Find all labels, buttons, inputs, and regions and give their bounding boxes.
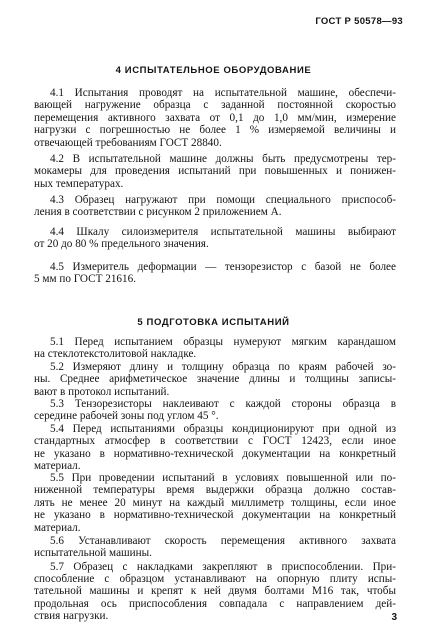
paragraph-line: 5.3 Тензорезисторы наклеивают с каждой стороны образца в: [50, 398, 396, 410]
paragraph-line: стандартных атмосфер в соответствии с ГОСТ 12423, если иное: [34, 435, 396, 448]
paragraph-5-2: [34, 361, 396, 398]
paragraph-line: нагрузки с погрешностью не более 1 % измеряемой величины и: [34, 124, 396, 137]
paragraph-line: 4.2 В испытательной машине должны быть предусмотрены тер-: [50, 153, 396, 165]
paragraph-5-1: [34, 336, 396, 361]
paragraph-line: лять не менее 20 минут на каждый миллиметр толщины, если иное: [34, 496, 396, 509]
paragraph-4-1: [34, 87, 396, 149]
paragraph-line: мокамеры для проведения испытаний при повышенных и понижен-: [34, 165, 396, 178]
paragraph-line: 5.6 Устанавливают скорость перемещения активного захвата: [50, 535, 396, 547]
paragraph-4-2: [34, 153, 396, 190]
paragraph-line: материал.: [34, 521, 81, 534]
paragraph-line: середине рабочей зоны под углом 45 °.: [34, 410, 219, 423]
document-id-header: ГОСТ Р 50578—93: [315, 16, 403, 27]
paragraph-line: 5.5 При проведении испытаний в условиях повышенной или по-: [50, 472, 396, 484]
paragraph-line: 5.4 Перед испытаниями образцы кондиционируют при одной из: [50, 423, 396, 435]
paragraph-line: ления в соответствии с рисунком 2 приложением А.: [34, 206, 282, 219]
paragraph-line: на стеклотекстолитовой накладке.: [34, 348, 197, 361]
paragraph-line: вающей нагружение образца с заданной постоянной скоростью: [34, 99, 396, 112]
paragraph-5-7: [34, 561, 396, 622]
paragraph-line: не указано в нормативно-технической документации на конкретный: [34, 509, 396, 522]
page-number: 3: [391, 612, 397, 623]
paragraph-5-6: [34, 535, 396, 560]
paragraph-line: перемещения активного захвата от 0,1 до 1,0 мм/мин, измерение: [34, 111, 396, 124]
paragraph-line: ных температурах.: [34, 177, 124, 190]
section-4-title: 4 ИСПЫТАТЕЛЬНОЕ ОБОРУДОВАНИЕ: [115, 65, 312, 76]
paragraph-line: материал.: [34, 460, 81, 473]
paragraph-line: ны. Среднее арифметическое значение длины и толщины записы-: [34, 373, 396, 386]
paragraph-line: продольная ось приспособления совпадала с направлением дей-: [34, 597, 396, 610]
paragraph-line: отвечающей требованиям ГОСТ 28840.: [34, 136, 222, 149]
paragraph-line: ниженной температуры время выдержки образца должно состав-: [34, 484, 396, 497]
paragraph-4-3: [34, 194, 396, 219]
paragraph-line: 5.2 Измеряют длину и толщину образца по краям рабочей зо-: [50, 361, 396, 373]
paragraph-4-5: [34, 261, 396, 286]
paragraph-line: 4.1 Испытания проводят на испытательной машине, обеспечи-: [50, 87, 396, 99]
paragraph-line: способление с образцом устанавливают на опорную плиту испы-: [34, 573, 396, 586]
paragraph-line: 4.4 Шкалу силоизмерителя испытательной машины выбирают: [50, 226, 396, 238]
paragraph-line: от 20 до 80 % предельного значения.: [34, 238, 209, 251]
paragraph-line: тательной машины и крепят к ней двумя болтами М16 так, чтобы: [34, 585, 396, 598]
paragraph-5-4: [34, 423, 396, 473]
paragraph-line: испытательной машины.: [34, 547, 152, 560]
paragraph-line: ствия нагрузки.: [34, 609, 109, 622]
paragraph-line: 5 мм по ГОСТ 21616.: [34, 273, 136, 286]
paragraph-line: не указано в нормативно-технической документации на конкретный: [34, 447, 396, 460]
paragraph-4-4: [34, 226, 396, 251]
paragraph-line: 4.5 Измеритель деформации — тензорезистор с базой не более: [50, 261, 396, 273]
paragraph-line: 4.3 Образец нагружают при помощи специального приспособ-: [50, 194, 396, 206]
paragraph-line: вают в протокол испытаний.: [34, 385, 170, 398]
section-5-title: 5 ПОДГОТОВКА ИСПЫТАНИЙ: [137, 317, 290, 328]
paragraph-line: 5.7 Образец с накладками закрепляют в приспособлении. При-: [50, 561, 396, 573]
paragraph-line: 5.1 Перед испытанием образцы нумеруют мягким карандашом: [50, 336, 396, 348]
paragraph-5-3: [34, 398, 396, 423]
paragraph-5-5: [34, 472, 396, 534]
